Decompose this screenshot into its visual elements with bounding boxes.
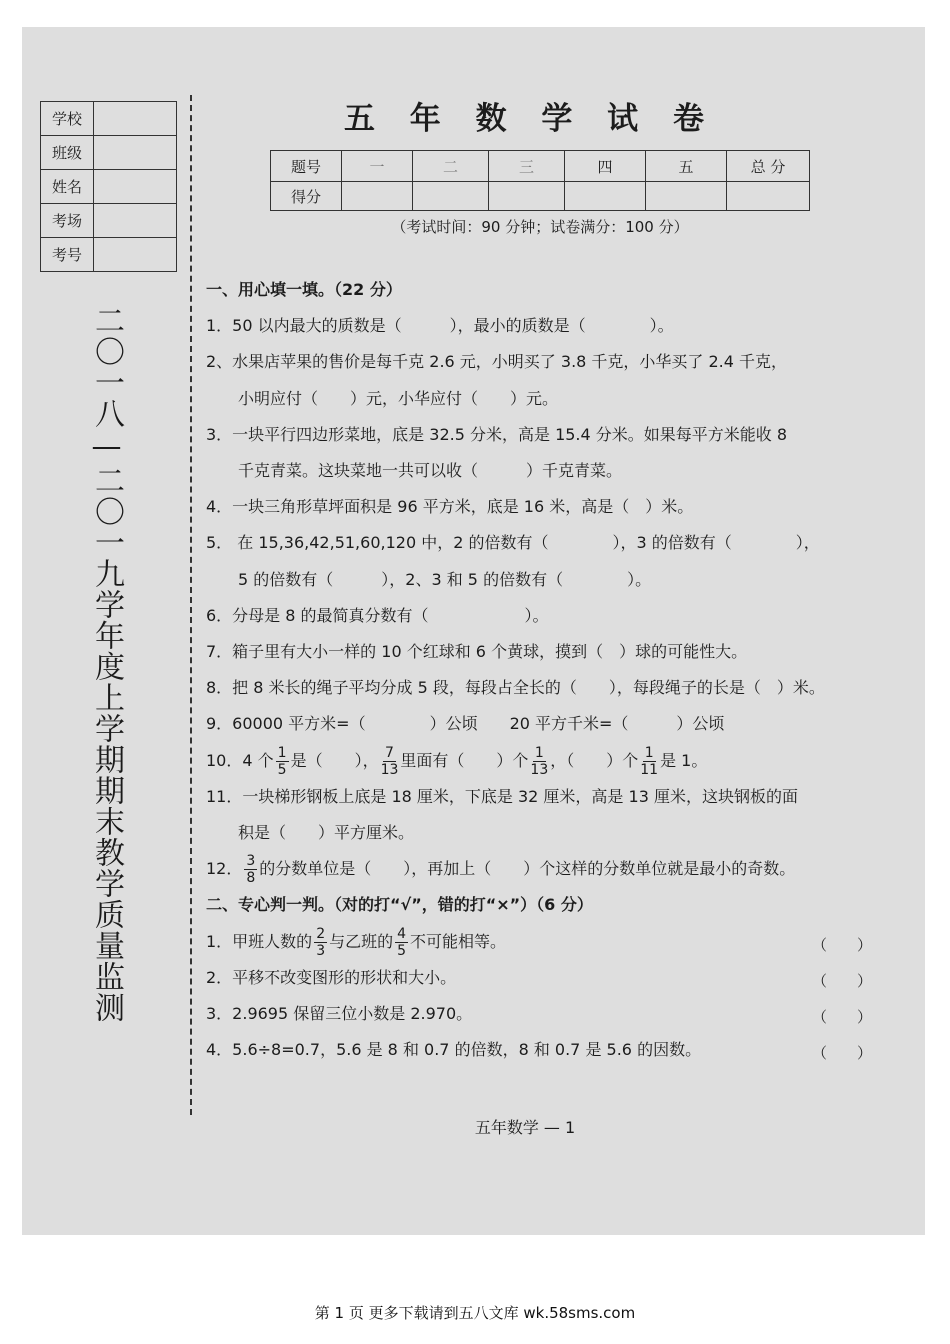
info-blank [94, 238, 177, 272]
judge-question-1 [206, 924, 916, 960]
vertical-exam-title: 二〇一八—二〇一九学年度上学期期末教学质量监测 [89, 305, 124, 1023]
question-continuation: 千克青菜。这块菜地一共可以收（ ）千克青菜。 [238, 461, 623, 481]
dashed-cut-line [190, 95, 192, 1115]
question: 8．把 8 米长的绳子平均分成 5 段，每段占全长的（ ），每段绳子的长是（ ）米。 [206, 678, 825, 698]
question-10 [206, 743, 916, 779]
score-blank [342, 182, 413, 211]
info-label: 姓名 [41, 170, 94, 204]
info-label: 学校 [41, 102, 94, 136]
denominator: 5 [397, 942, 407, 959]
section-heading: 一、用心填一填。（22 分） [206, 280, 402, 299]
question-continuation: 小明应付（ ）元，小华应付（ ）元。 [238, 388, 559, 408]
text: 里面有（ ）个 [400, 750, 529, 770]
score-blank [413, 182, 489, 211]
question: 9．60000 平方米=（ ）公顷 20 平方千米=（ ）公顷 [206, 714, 725, 734]
score-row-label: 得分 [271, 182, 342, 211]
score-table [270, 150, 810, 211]
fraction [395, 927, 408, 958]
question: 6．分母是 8 的最简真分数有（ ）。 [206, 605, 549, 625]
text: 1．甲班人数的 [206, 931, 313, 951]
question-12 [206, 851, 916, 887]
denominator: 13 [530, 761, 549, 778]
denominator: 5 [277, 761, 287, 778]
numerator: 7 [385, 744, 394, 761]
numerator: 1 [534, 744, 544, 761]
question-continuation: 5 的倍数有（ ），2、3 和 5 的倍数有（ ）。 [238, 569, 652, 589]
denominator: 11 [640, 761, 659, 778]
numerator: 2 [316, 925, 326, 942]
score-header-cell: 三 [489, 151, 565, 182]
question: 11．一块梯形钢板上底是 18 厘米，下底是 32 厘米，高是 13 厘米，这块钢板的面 [206, 786, 798, 806]
numerator: 1 [644, 744, 654, 761]
text: 12． [206, 859, 243, 879]
denominator: 3 [316, 942, 326, 959]
score-header-cell: 总 分 [727, 151, 810, 182]
fraction [276, 746, 289, 777]
exam-info: （考试时间：90 分钟；试卷满分：100 分） [391, 218, 689, 236]
info-blank [94, 102, 177, 136]
score-blank [727, 182, 810, 211]
judge-question: 4．5.6÷8=0.7，5.6 是 8 和 0.7 的倍数，8 和 0.7 是 5.6 的因数。 [206, 1040, 702, 1060]
text: 是（ ）， [290, 750, 379, 770]
score-header-cell: 题号 [271, 151, 342, 182]
text: 不可能相等。 [410, 931, 507, 951]
info-blank [94, 170, 177, 204]
denominator: 8 [246, 870, 256, 887]
question: 7．箱子里有大小一样的 10 个红球和 6 个黄球，摸到（ ）球的可能性大。 [206, 642, 748, 662]
fraction [244, 854, 257, 885]
score-header-cell: 二 [413, 151, 489, 182]
info-label: 考号 [41, 238, 94, 272]
numerator: 1 [277, 744, 287, 761]
denominator: 13 [380, 761, 399, 778]
page-title: 五 年 数 学 试 卷 [344, 101, 716, 137]
score-header-cell: 五 [646, 151, 727, 182]
judge-answer-bracket: （ ） [812, 972, 873, 990]
score-blank [646, 182, 727, 211]
text: 与乙班的 [329, 931, 394, 951]
score-header-cell: 四 [565, 151, 646, 182]
text: ，（ ）个 [550, 750, 639, 770]
info-blank [94, 204, 177, 238]
site-footer: 第 1 页 更多下载请到五八文库 wk.58sms.com [314, 1304, 636, 1322]
numerator: 4 [397, 925, 407, 942]
question: 2、水果店苹果的售价是每千克 2.6 元，小明买了 3.8 千克，小华买了 2.4 千克， [206, 352, 788, 372]
judge-answer-bracket: （ ） [812, 1044, 873, 1062]
info-label: 班级 [41, 136, 94, 170]
fraction [381, 746, 399, 777]
text: 的分数单位是（ ），再加上（ ）个这样的分数单位就是最小的奇数。 [259, 859, 796, 879]
judge-answer-bracket: （ ） [812, 1008, 873, 1026]
fraction [640, 746, 658, 777]
info-blank [94, 136, 177, 170]
question: 3．一块平行四边形菜地，底是 32.5 分米，高是 15.4 分米。如果每平方米能收 8 [206, 424, 788, 444]
question-continuation: 积是（ ）平方厘米。 [238, 823, 415, 843]
questions [206, 272, 916, 1068]
judge-question: 2．平移不改变图形的形状和大小。 [206, 967, 457, 987]
judge-question: 3．2.9695 保留三位小数是 2.970。 [206, 1004, 473, 1024]
question: 5． 在 15,36,42,51,60,120 中，2 的倍数有（ ），3 的倍数有（ ）， [206, 533, 820, 553]
score-header-cell: 一 [342, 151, 413, 182]
text: 10．4 个 [206, 750, 274, 770]
judge-answer-bracket: （ ） [812, 936, 873, 954]
student-info-table [40, 101, 177, 272]
question: 1．50 以内最大的质数是（ ），最小的质数是（ ）。 [206, 316, 674, 336]
score-blank [489, 182, 565, 211]
page-number: 五年数学 — 1 [474, 1118, 576, 1137]
fraction [314, 927, 327, 958]
numerator: 3 [246, 853, 256, 870]
text: 是 1。 [660, 750, 708, 770]
section-heading: 二、专心判一判。（对的打“√”，错的打“×”）（6 分） [206, 895, 593, 915]
fraction [530, 746, 548, 777]
score-blank [565, 182, 646, 211]
question: 4．一块三角形草坪面积是 96 平方米，底是 16 米，高是（ ）米。 [206, 497, 694, 517]
info-label: 考场 [41, 204, 94, 238]
